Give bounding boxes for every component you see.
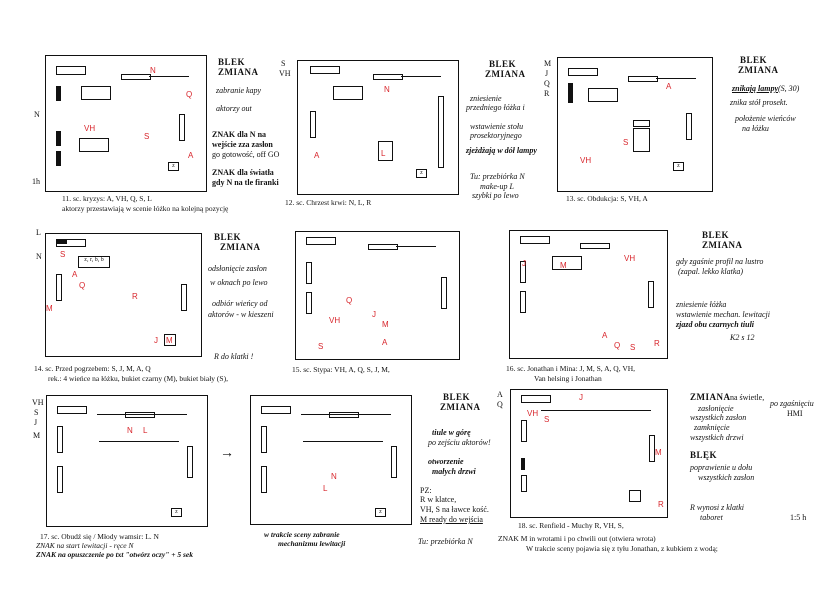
marker: S — [60, 250, 66, 259]
note: zasłonięcie — [698, 404, 734, 413]
marker: VH — [624, 254, 636, 263]
z-box: z — [171, 508, 182, 517]
marker: A — [666, 82, 672, 91]
curtain-block — [56, 86, 61, 101]
side-label: S — [34, 408, 39, 417]
note: taboret — [700, 513, 723, 522]
side-label: N — [36, 252, 42, 261]
marker: J — [522, 259, 526, 268]
notes-title: ZMIANA — [485, 69, 526, 79]
side-label: M — [544, 59, 552, 68]
scene-caption: w trakcie sceny zabranie — [264, 530, 340, 539]
table — [81, 86, 111, 100]
note: HMI — [787, 409, 803, 418]
stage-plan-11 — [45, 55, 207, 192]
marker: J — [154, 336, 158, 345]
marker: Q — [614, 341, 621, 350]
side-label: Q — [544, 79, 550, 88]
side-label: VH — [279, 69, 291, 78]
scene-caption: 17. sc. Obudź się / Młody wamsir: L. N — [40, 532, 159, 541]
marker: M — [560, 261, 567, 270]
marker: M — [46, 304, 53, 313]
note: poprawienie u dołu — [690, 463, 753, 472]
stage-plan-13 — [557, 57, 713, 192]
note: po zejściu aktorów! — [428, 438, 491, 447]
marker: J — [372, 310, 376, 319]
note: M ready do wejścia — [420, 515, 483, 524]
marker: N — [127, 426, 133, 435]
marker: A — [602, 331, 608, 340]
marker: J — [579, 393, 583, 402]
marker: S — [630, 343, 636, 352]
side-label: J — [34, 418, 38, 427]
side-flat — [179, 114, 185, 141]
marker: R — [654, 339, 660, 348]
marker: A — [382, 338, 388, 347]
note: małych drzwi — [432, 467, 476, 476]
note: zabranie kapy — [216, 86, 262, 95]
marker: S — [144, 132, 150, 141]
bed — [79, 138, 109, 152]
note: w oknach po lewo — [210, 278, 268, 287]
z-box: z — [168, 162, 179, 171]
note: prosektoryjnego — [470, 131, 522, 140]
stage-plan-17 — [46, 395, 208, 527]
note: 1:5 h — [790, 513, 807, 522]
scene-caption: ZNAK na opuszczenie po txt "otwórz oczy" + 5 sek — [36, 550, 193, 559]
note: tiule w górę — [432, 428, 471, 437]
note: na świetle, — [730, 393, 765, 402]
stage-plan-18 — [510, 389, 668, 518]
scene-caption: 15. sc. Stypa: VH, A, Q, S, J, M, — [292, 365, 390, 374]
side-label: M — [33, 431, 41, 440]
notes-title: BLEK — [489, 59, 517, 69]
side-label-n: N — [34, 110, 40, 119]
marker: S — [544, 415, 550, 424]
note: gdy zgaśnie profil na lustro — [676, 257, 764, 266]
note: odsłonięcie zasłon — [208, 264, 267, 273]
side-label: A — [497, 390, 503, 399]
note: aktorów - w kieszeni — [208, 310, 274, 319]
notes-title: BLEK — [443, 392, 471, 402]
marker: L — [143, 426, 148, 435]
stage-plan-15 — [295, 231, 460, 360]
note: przedniego łóżka i — [466, 103, 525, 112]
arrow-right-icon: → — [220, 446, 234, 461]
note: (zapal. lekko klatka) — [678, 267, 744, 276]
note: zjazd obu czarnych tiuli — [676, 320, 755, 329]
marker: A — [314, 151, 320, 160]
notes-title: ZMIANA — [220, 242, 261, 252]
scene-caption: 13. sc. Obdukcja: S, VH, A — [566, 194, 648, 203]
notes-title: BLEK — [214, 232, 242, 242]
note: R do klatki ! — [214, 352, 254, 361]
note: R w klatce, — [420, 495, 457, 504]
note: (S, 30) — [778, 84, 800, 93]
marker: VH — [329, 316, 341, 325]
stage-plan-17b — [250, 395, 412, 525]
scene-caption: Van helsing i Jonathan — [534, 374, 602, 383]
note: otworzenie — [428, 457, 464, 466]
notes-title: ZMIANA — [702, 240, 743, 250]
scene-caption: 16. sc. Jonathan i Mina: J, M, S, A, Q, VH, — [506, 364, 636, 373]
marker: A — [72, 270, 78, 279]
notes-title: BLĘK — [690, 450, 718, 460]
marker: R — [132, 292, 138, 301]
marker: L — [323, 484, 328, 493]
marker: M — [655, 448, 662, 457]
marker: N — [331, 472, 337, 481]
marker: Q — [346, 296, 353, 305]
side-label: S — [281, 59, 286, 68]
marker: VH — [580, 156, 592, 165]
marker: M — [382, 320, 389, 329]
scene-caption: W trakcie sceny pojawia się z tyłu Jonathan, z kubkiem z wodą; — [526, 544, 718, 553]
side-label: VH — [32, 398, 44, 407]
note: VH, S na ławce kość. — [420, 505, 489, 514]
marker: S — [318, 342, 324, 351]
note: Tu: przebiórka N — [470, 172, 525, 181]
note: wejście zza zasłon — [212, 140, 273, 149]
note: ZNAK dla N na — [212, 130, 267, 139]
note: wszystkich drzwi — [690, 433, 744, 442]
marker: L — [381, 149, 386, 158]
note: znika stół prosekt. — [730, 98, 788, 107]
note: go gotowość, off GO — [212, 150, 280, 159]
marker: M — [166, 336, 173, 345]
marker: R — [658, 500, 664, 509]
stage-plan-12 — [297, 60, 459, 195]
z-box: z — [375, 508, 386, 517]
notes-title: BLEK — [702, 230, 730, 240]
marker: Q — [79, 281, 86, 290]
note: na łóżku — [742, 124, 769, 133]
note: zamknięcie — [694, 423, 730, 432]
note: Tu: przebiórka N — [418, 537, 473, 546]
note: znikają lampy — [732, 84, 779, 93]
notes-title: BLEK — [740, 55, 768, 65]
marker: N — [384, 85, 390, 94]
curtain-block — [56, 131, 61, 146]
marker: VH — [527, 409, 539, 418]
scene-caption: mechanizmu lewitacji — [278, 539, 346, 548]
note: szybki po lewo — [472, 191, 519, 200]
marker: VH — [84, 124, 96, 133]
side-label-1h: 1h — [32, 177, 40, 186]
notes-title: ZMIANA — [218, 67, 259, 77]
note: ZNAK dla światła — [212, 168, 274, 177]
note: położenie wieńców — [735, 114, 796, 123]
note: gdy N na tle firanki — [212, 178, 279, 187]
scene-caption: 12. sc. Chrzest krwi: N, L, R — [285, 198, 372, 207]
note: zniesienie łóżka — [676, 300, 727, 309]
stage-plan-14 — [45, 233, 202, 357]
bench — [56, 66, 86, 75]
note: zjeżdżają w dół lampy — [466, 146, 537, 155]
side-label: J — [545, 69, 549, 78]
scene-caption: 18. sc. Renfield - Muchy R, VH, S, — [518, 521, 624, 530]
side-label: Q — [497, 400, 503, 409]
scene-caption: 11. sc. kryzys: A, VH, Q, S, L — [62, 194, 152, 203]
note: wstawienie stołu — [470, 122, 524, 131]
note: wszystkich zasłon — [698, 473, 755, 482]
note: wszystkich zasłon — [690, 413, 747, 422]
note: po zgaśnięciu — [770, 399, 814, 408]
scene-caption: aktorzy przestawiają w scenie łóżko na kolejną pozycję — [62, 204, 229, 213]
note: aktorzy out — [216, 104, 252, 113]
z-box: z — [416, 169, 427, 178]
side-label: R — [544, 89, 550, 98]
notes-title: ZMIANA — [738, 65, 779, 75]
scene-caption: ZNAK M in wrotami i po chwili out (otwiera wrota) — [498, 534, 656, 543]
marker: S — [623, 138, 629, 147]
note: PZ: — [420, 486, 432, 495]
notes-title: ZMIANA — [690, 392, 731, 402]
side-label: L — [36, 228, 41, 237]
notes-title: BLEK — [218, 57, 246, 67]
marker: Q — [186, 90, 193, 99]
stage-plan-16 — [509, 230, 668, 359]
wreath-box: z, r, b, b — [78, 256, 110, 268]
note: K2 s 12 — [730, 333, 755, 342]
scene-caption: ZNAK na start lewitacji - ręce N — [36, 541, 134, 550]
curtain-block — [56, 151, 61, 166]
note: odbiór wieńcy od — [212, 299, 268, 308]
marker: A — [188, 151, 194, 160]
marker: N — [150, 66, 156, 75]
note: zniesienie — [470, 94, 502, 103]
note: R wynosi z klatki — [690, 503, 744, 512]
scene-caption: rek.: 4 wieńce na łóżku, bukiet czarny (M), bukiet biały (S), — [48, 374, 228, 383]
rail — [121, 74, 151, 80]
note: wstawienie mechan. lewitacji — [676, 310, 770, 319]
z-box: z — [673, 162, 684, 171]
notes-title: ZMIANA — [440, 402, 481, 412]
scene-caption: 14. sc. Przed pogrzebem: S, J, M, A, Q — [34, 364, 151, 373]
note: make-up L — [480, 182, 514, 191]
